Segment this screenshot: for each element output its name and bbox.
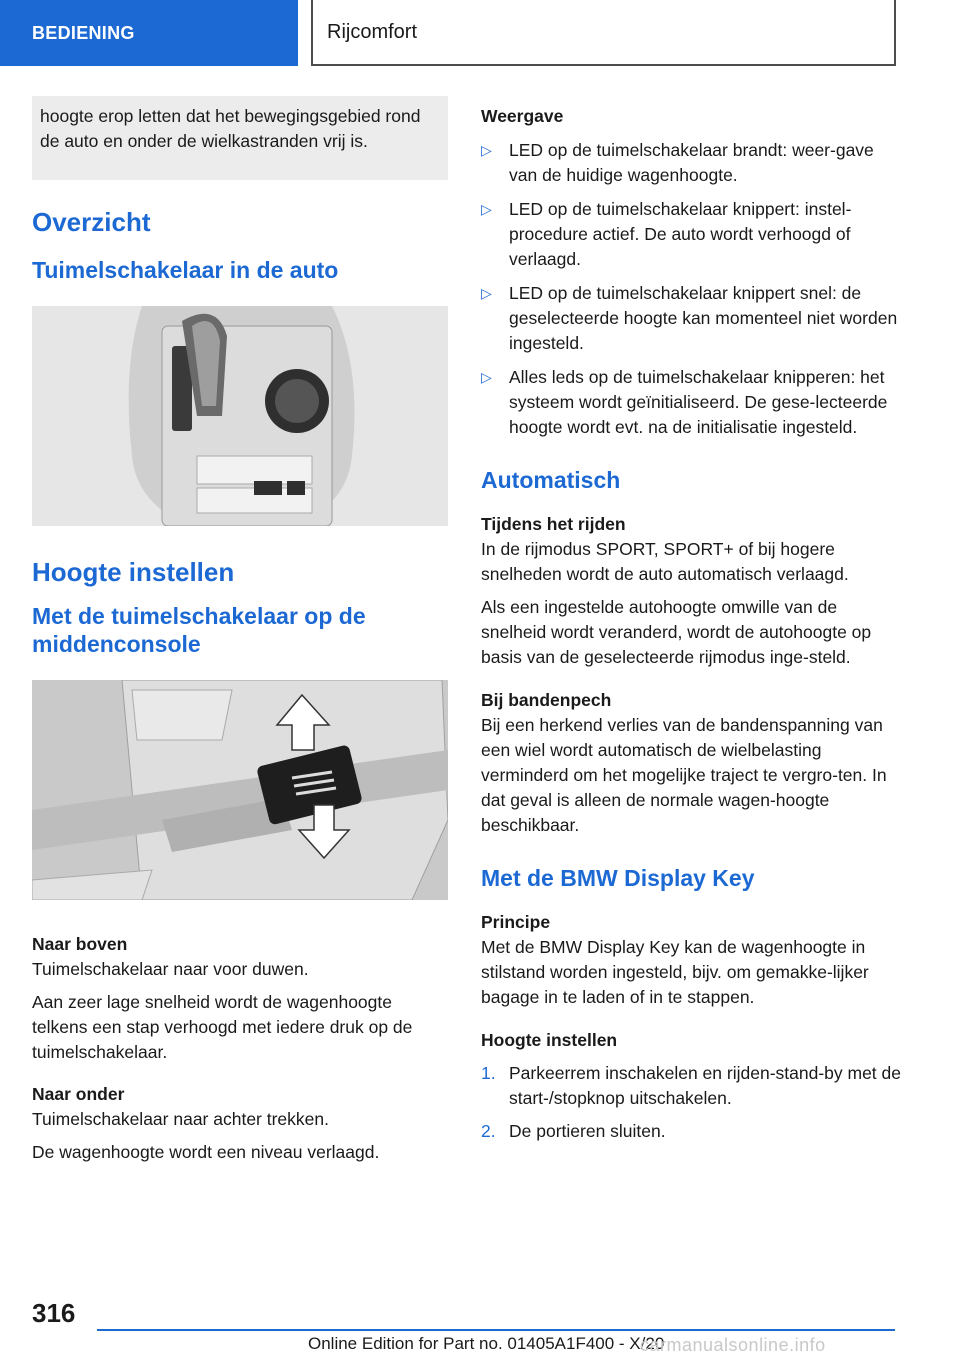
triangle-bullet-icon: ▷ — [481, 369, 492, 385]
list-item: 1. Parkeerrem inschakelen en rijden-stand-by met de start-/stopknop uitschakelen. — [481, 1063, 901, 1108]
display-title: Weergave — [481, 106, 564, 126]
triangle-bullet-icon: ▷ — [481, 285, 492, 301]
page-number: 316 — [32, 1298, 76, 1328]
list-item: ▷ Alles leds op de tuimelschakelaar knipperen: het systeem wordt geïnitialiseerd. De gese-lecteerde hoogte wordt evt. na de initialisatie ingesteld. — [481, 367, 888, 437]
note-text: hoogte erop letten dat het bewegingsgebied rond de auto en onder de wielkastranden vrij is. — [40, 106, 421, 151]
rocker-switch-console-image — [32, 680, 448, 900]
list-item: ▷ LED op de tuimelschakelaar knippert: instel-procedure actief. De auto wordt verhoogd of verlaagd. — [481, 199, 852, 269]
heading-rocker-switch-console: Met de tuimelschakelaar op de middenconsole — [32, 603, 366, 657]
principle-title: Principe — [481, 912, 551, 932]
heading-display-key: Met de BMW Display Key — [481, 865, 755, 891]
chapter-header: Rijcomfort — [311, 0, 896, 66]
section-header: BEDIENING — [0, 0, 298, 66]
list-item: ▷ LED op de tuimelschakelaar brandt: weer-gave van de huidige wagenhoogte. — [481, 140, 874, 185]
principle-paragraph: Met de BMW Display Key kan de wagenhoogte in stilstand worden ingesteld, bijv. om gemakke-lijker bagage in te laden of in te stappen. — [481, 937, 869, 1007]
up-paragraph-1: Tuimelschakelaar naar voor duwen. — [32, 959, 309, 979]
footer-divider — [97, 1329, 895, 1331]
heading-set-height: Hoogte instellen — [32, 557, 235, 587]
down-paragraph-1: Tuimelschakelaar naar achter trekken. — [32, 1109, 329, 1129]
list-item: 2. De portieren sluiten. — [481, 1121, 666, 1141]
triangle-bullet-icon: ▷ — [481, 201, 492, 217]
down-title: Naar onder — [32, 1084, 125, 1104]
display-list — [481, 138, 901, 440]
flat-tire-title: Bij bandenpech — [481, 690, 612, 710]
note-box — [32, 96, 448, 180]
driving-paragraph-1: In de rijmodus SPORT, SPORT+ of bij hogere snelheden wordt de auto automatisch verlaagd. — [481, 539, 849, 584]
driving-title: Tijdens het rijden — [481, 514, 626, 534]
set-height-title: Hoogte instellen — [481, 1030, 618, 1050]
right-column — [481, 96, 901, 1144]
left-column — [32, 96, 448, 1165]
triangle-bullet-icon: ▷ — [481, 142, 492, 158]
flat-tire-paragraph: Bij een herkend verlies van de bandenspanning van een wiel wordt automatisch de wielbelasting verminderd om het mogelijke traject te vergro-ten. In dat geval is alleen de normale wagen-hoogte beschikbaar. — [481, 715, 887, 835]
edition-text: Online Edition for Part no. 01405A1F400 - X/20 — [308, 1334, 665, 1353]
heading-automatic: Automatisch — [481, 467, 621, 493]
down-paragraph-2: De wagenhoogte wordt een niveau verlaagd. — [32, 1142, 380, 1162]
driving-paragraph-2: Als een ingestelde autohoogte omwille van de snelheid wordt veranderd, wordt de autohoogte op basis van de geselecteerde rijmodus inge-steld. — [481, 597, 872, 667]
rocker-switch-illustration — [32, 680, 448, 900]
up-title: Naar boven — [32, 934, 128, 954]
list-item: ▷ LED op de tuimelschakelaar knippert snel: de geselecteerde hoogte kan momenteel niet worden ingesteld. — [481, 283, 898, 353]
heading-rocker-switch-car: Tuimelschakelaar in de auto — [32, 257, 339, 283]
watermark: carmanualsonline.info — [640, 1335, 826, 1355]
rocker-switch-car-image — [32, 306, 448, 526]
center-console-illustration — [32, 306, 448, 526]
heading-overview: Overzicht — [32, 207, 151, 237]
up-paragraph-2: Aan zeer lage snelheid wordt de wagenhoogte telkens een stap verhoogd met iedere druk op de tuimelschakelaar. — [32, 992, 413, 1062]
steps-list — [481, 1061, 901, 1144]
